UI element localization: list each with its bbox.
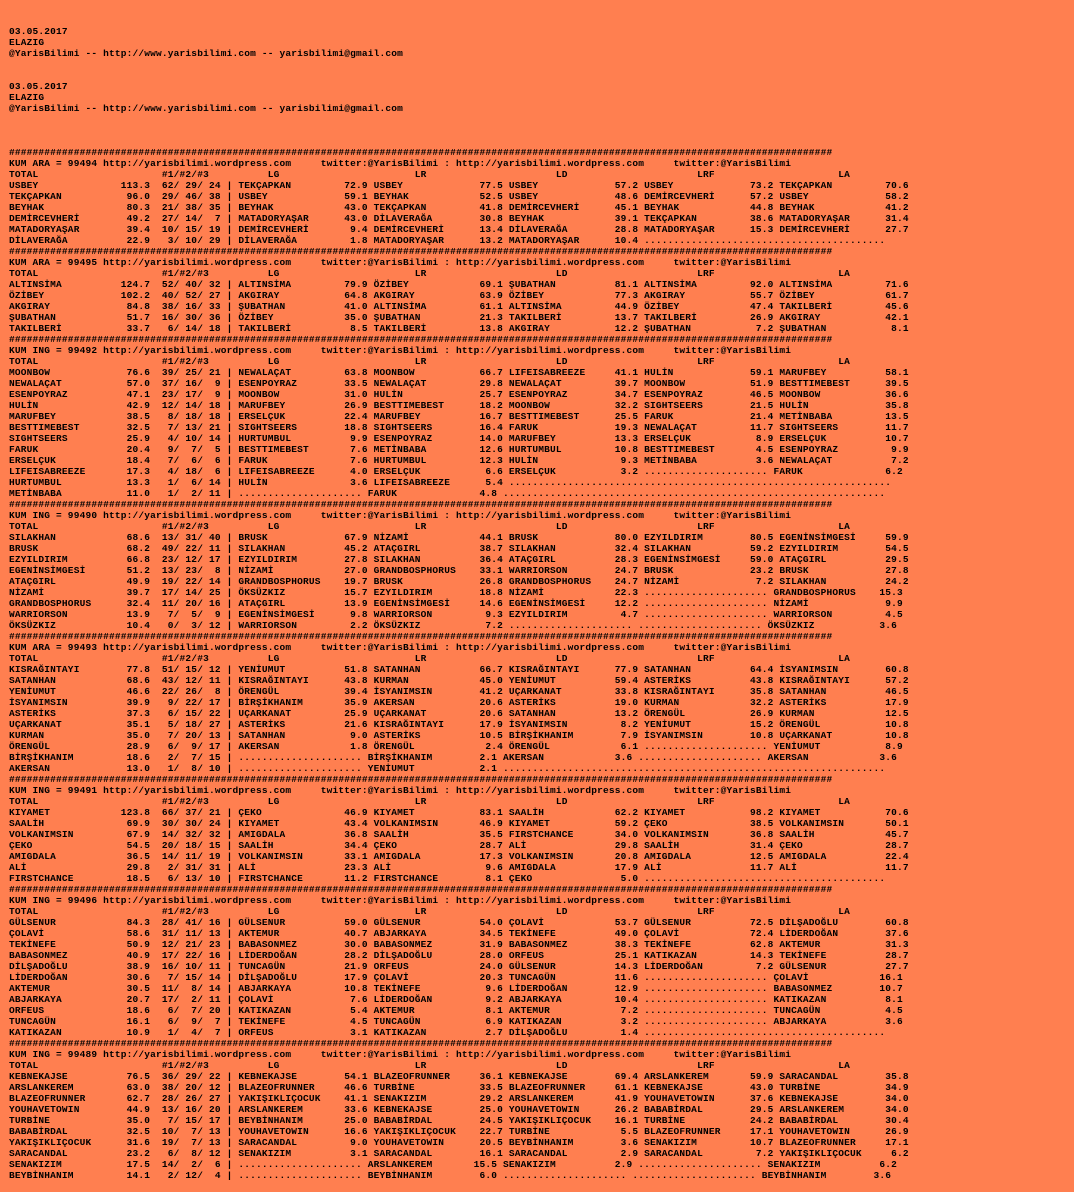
column-header-line: TOTAL #1/#2/#3 LG LR LD LRF LA	[9, 1060, 850, 1071]
race-title-line: KUM ING = 99489 http://yarisbilimi.wordpress.com twitter:@YarisBilimi : http://yarisbilimi.wordpress.com twitter:@YarisBilimi	[9, 1049, 792, 1060]
table-row: HURTUMBUL 13.3 1/ 6/ 14 | HULİN 3.6 LIFEISABREEZE 5.4 .................................................................	[9, 477, 892, 488]
table-row: ESENPOYRAZ 47.1 23/ 17/ 9 | MOONBOW 31.0 HULİN 25.7 ESENPOYRAZ 34.7 ESENPOYRAZ 46.5 MOONBOW 36.6	[9, 389, 909, 400]
spacer-line	[9, 114, 909, 125]
header-line: ELAZIG	[9, 92, 45, 103]
header-line: 03.05.2017	[9, 26, 68, 37]
table-row: TURBİNE 35.0 7/ 15/ 17 | BEYBİNHANIM 25.0 BABABİRDAL 24.5 YAKIŞIKLIÇOCUK 16.1 TURBİNE 24.2 BABABİRDAL 30.4	[9, 1115, 909, 1126]
table-row: YOUHAVETOWIN 44.9 13/ 16/ 20 | ARSLANKEREM 33.6 KEBNEKAJSE 25.0 YOUHAVETOWIN 26.2 BABABİRDAL 29.5 ARSLANKEREM 34.0	[9, 1104, 909, 1115]
table-row: BABASONMEZ 40.9 17/ 22/ 16 | LİDERDOĞAN 28.2 DİLŞADOĞLU 28.0 ORFEUS 25.1 KATIKAZAN 14.3 TEKİNEFE 28.7	[9, 950, 909, 961]
race-report	[9, 4, 909, 1192]
table-row: ÖZİBEY 102.2 40/ 52/ 27 | AKGIRAY 64.8 AKGIRAY 63.9 ÖZİBEY 77.3 AKGIRAY 55.7 ÖZİBEY 61.7	[9, 290, 909, 301]
table-row: AKTEMUR 30.5 11/ 8/ 14 | ABJARKAYA 10.8 TEKİNEFE 9.6 LİDERDOĞAN 12.9 ..................... BABASONMEZ 10.7	[9, 983, 903, 994]
table-row: USBEY 113.3 62/ 29/ 24 | TEKÇAPKAN 72.9 USBEY 77.5 USBEY 57.2 USBEY 73.2 TEKÇAPKAN 70.6	[9, 180, 909, 191]
table-row: FARUK 20.4 9/ 7/ 5 | BESTTIMEBEST 7.6 METİNBABA 12.6 HURTUMBUL 10.8 BESTTIMEBEST 4.5 ESENPOYRAZ 9.9	[9, 444, 909, 455]
table-row: DİLŞADOĞLU 38.9 16/ 10/ 11 | TUNCAGÜN 21.9 ORFEUS 24.0 GÜLSENUR 14.3 LİDERDOĞAN 7.2 GÜLSENUR 27.7	[9, 961, 909, 972]
table-row: GRANDBOSPHORUS 32.4 11/ 20/ 16 | ATAÇGIRL 13.9 EGENİNSİMGESİ 14.6 EGENİNSİMGESİ 12.2 ..................... NİZAMİ 9.9	[9, 598, 903, 609]
table-row: GÜLSENUR 84.3 28/ 41/ 16 | GÜLSENUR 59.0 GÜLSENUR 54.0 ÇOLAVİ 53.7 GÜLSENUR 72.5 DİLŞADOĞLU 60.8	[9, 917, 909, 928]
column-header-line: TOTAL #1/#2/#3 LG LR LD LRF LA	[9, 356, 850, 367]
table-row: MOONBOW 76.6 39/ 25/ 21 | NEWALAÇAT 63.8 MOONBOW 66.7 LIFEISABREEZE 41.1 HULİN 59.1 MARUFBEY 58.1	[9, 367, 909, 378]
table-row: ÖKSÜZKIZ 10.4 0/ 3/ 12 | WARRIORSON 2.2 ÖKSÜZKIZ 7.2 ..................... ..................... ÖKSÜZKIZ 3.6	[9, 620, 898, 631]
table-row: MARUFBEY 38.5 8/ 18/ 18 | ERSELÇUK 22.4 MARUFBEY 16.7 BESTTIMEBEST 25.5 FARUK 21.4 METİNBABA 13.5	[9, 411, 909, 422]
table-row: YAKIŞIKLIÇOCUK 31.6 19/ 7/ 13 | SARACANDAL 9.0 YOUHAVETOWIN 20.5 BEYBİNHANIM 3.6 SENAKIZIM 10.7 BLAZEOFRUNNER 17.1	[9, 1137, 909, 1148]
table-row: LİDERDOĞAN 30.6 7/ 15/ 14 | DİLŞADOĞLU 17.9 ÇOLAVİ 20.3 TUNCAGÜN 11.6 ..................... ÇOLAVİ 16.1	[9, 972, 903, 983]
table-row: HULİN 42.9 12/ 14/ 18 | MARUFBEY 26.9 BESTTIMEBEST 18.2 MOONBOW 32.2 SIGHTSEERS 21.5 HULİN 35.8	[9, 400, 909, 411]
table-row: FIRSTCHANCE 18.5 6/ 13/ 10 | FIRSTCHANCE 11.2 FIRSTCHANCE 8.1 ÇEKO 5.0 .........................................	[9, 873, 886, 884]
race-tables	[9, 147, 909, 1181]
table-row: SATANHAN 68.6 43/ 12/ 11 | KISRAĞINTAYI 43.8 KURMAN 45.0 YENİUMUT 59.4 ASTERİKS 43.8 KISRAĞINTAYI 57.2	[9, 675, 909, 686]
table-row: DEMİRCEVHERİ 49.2 27/ 14/ 7 | MATADORYAŞAR 43.0 DİLAVERAĞA 30.8 BEYHAK 39.1 TEKÇAPKAN 38.6 MATADORYAŞAR 31.4	[9, 213, 909, 224]
separator-line: ############################################################################################################################################	[9, 774, 833, 785]
race-title-line: KUM ARA = 99494 http://yarisbilimi.wordpress.com twitter:@YarisBilimi : http://yarisbilimi.wordpress.com twitter:@YarisBilimi	[9, 158, 792, 169]
spacer-line	[9, 59, 909, 70]
table-row: TUNCAGÜN 16.1 6/ 9/ 7 | TEKİNEFE 4.5 TUNCAGÜN 6.9 KATIKAZAN 3.2 ..................... ABJARKAYA 3.6	[9, 1016, 903, 1027]
race-title-line: KUM ING = 99490 http://yarisbilimi.wordpress.com twitter:@YarisBilimi : http://yarisbilimi.wordpress.com twitter:@YarisBilimi	[9, 510, 792, 521]
separator-line: ############################################################################################################################################	[9, 147, 833, 158]
table-row: UÇARKANAT 35.1 5/ 18/ 27 | ASTERİKS 21.6 KISRAĞINTAYI 17.9 İSYANIMSIN 8.2 YENİUMUT 15.2 ÖRENGÜL 10.8	[9, 719, 909, 730]
table-row: TAKILBERİ 33.7 6/ 14/ 18 | TAKILBERİ 8.5 TAKILBERİ 13.8 AKGIRAY 12.2 ŞUBATHAN 7.2 ŞUBATHAN 8.1	[9, 323, 909, 334]
race-title-line: KUM ING = 99491 http://yarisbilimi.wordpress.com twitter:@YarisBilimi : http://yarisbilimi.wordpress.com twitter:@YarisBilimi	[9, 785, 792, 796]
table-row: ABJARKAYA 20.7 17/ 2/ 11 | ÇOLAVİ 7.6 LİDERDOĞAN 9.2 ABJARKAYA 10.4 ..................... KATIKAZAN 8.1	[9, 994, 903, 1005]
table-row: MATADORYAŞAR 39.4 10/ 15/ 19 | DEMİRCEVHERİ 9.4 DEMİRCEVHERİ 13.4 DİLAVERAĞA 28.8 MATADORYAŞAR 15.3 DEMİRCEVHERİ 27.7	[9, 224, 909, 235]
table-row: SAALİH 69.9 30/ 30/ 24 | KIYAMET 43.4 VOLKANIMSIN 46.9 KIYAMET 59.2 ÇEKO 38.5 VOLKANIMSIN 50.1	[9, 818, 909, 829]
table-row: SARACANDAL 23.2 6/ 8/ 12 | SENAKIZIM 3.1 SARACANDAL 16.1 SARACANDAL 2.9 SARACANDAL 7.2 YAKIŞIKLIÇOCUK 6.2	[9, 1148, 909, 1159]
table-row: AKERSAN 13.0 1/ 8/ 10 | ..................... YENİUMUT 2.1 .................................................................	[9, 763, 886, 774]
header-line: 03.05.2017	[9, 81, 68, 92]
table-row: ALİ 29.8 2/ 31/ 31 | ALİ 23.3 ALİ 9.6 AMIGDALA 17.9 ALİ 11.7 ALİ 11.7	[9, 862, 909, 873]
table-row: KISRAĞINTAYI 77.8 51/ 15/ 12 | YENİUMUT 51.8 SATANHAN 66.7 KISRAĞINTAYI 77.9 SATANHAN 64.4 İSYANIMSIN 60.8	[9, 664, 909, 675]
spacer-line	[9, 70, 909, 81]
table-row: LIFEISABREEZE 17.3 4/ 18/ 6 | LIFEISABREEZE 4.0 ERSELÇUK 6.6 ERSELÇUK 3.2 ..................... FARUK 6.2	[9, 466, 903, 477]
table-row: BRUSK 68.2 49/ 22/ 11 | SILAKHAN 45.2 ATAÇGIRL 38.7 SILAKHAN 32.4 SILAKHAN 59.2 EZYILDIRIM 54.5	[9, 543, 909, 554]
column-header-line: TOTAL #1/#2/#3 LG LR LD LRF LA	[9, 268, 850, 279]
table-row: BESTTIMEBEST 32.5 7/ 13/ 21 | SIGHTSEERS 18.8 SIGHTSEERS 16.4 FARUK 19.3 NEWALAÇAT 11.7 SIGHTSEERS 11.7	[9, 422, 909, 433]
header-line: @YarisBilimi -- http://www.yarisbilimi.com -- yarisbilimi@gmail.com	[9, 103, 404, 114]
table-row: ÇOLAVİ 58.6 31/ 11/ 13 | AKTEMUR 40.7 ABJARKAYA 34.5 TEKİNEFE 49.0 ÇOLAVİ 72.4 LİDERDOĞAN 37.6	[9, 928, 909, 939]
table-row: ERSELÇUK 18.4 7/ 6/ 6 | FARUK 7.6 HURTUMBUL 12.3 HULİN 9.3 METİNBABA 3.6 NEWALAÇAT 7.2	[9, 455, 909, 466]
table-row: BEYHAK 80.3 21/ 38/ 35 | BEYHAK 43.0 TEKÇAPKAN 41.8 DEMİRCEVHERİ 45.1 BEYHAK 44.8 BEYHAK 41.2	[9, 202, 909, 213]
table-row: TEKÇAPKAN 96.0 29/ 46/ 38 | USBEY 59.1 BEYHAK 52.5 USBEY 48.6 DEMİRCEVHERİ 57.2 USBEY 58.2	[9, 191, 909, 202]
table-row: VOLKANIMSIN 67.9 14/ 32/ 32 | AMIGDALA 36.8 SAALİH 35.5 FIRSTCHANCE 34.0 VOLKANIMSIN 36.8 SAALİH 45.7	[9, 829, 909, 840]
table-row: KURMAN 35.0 7/ 20/ 13 | SATANHAN 9.0 ASTERİKS 10.5 BİRŞİKHANIM 7.9 İSYANIMSIN 10.8 UÇARKANAT 10.8	[9, 730, 909, 741]
separator-line: ############################################################################################################################################	[9, 334, 833, 345]
separator-line: ############################################################################################################################################	[9, 246, 833, 257]
table-row: SILAKHAN 68.6 13/ 31/ 40 | BRUSK 67.9 NİZAMİ 44.1 BRUSK 80.0 EZYILDIRIM 80.5 EGENİNSİMGESİ 59.9	[9, 532, 909, 543]
header-line: ELAZIG	[9, 37, 45, 48]
table-row: BLAZEOFRUNNER 62.7 28/ 26/ 27 | YAKIŞIKLIÇOCUK 41.1 SENAKIZIM 29.2 ARSLANKEREM 41.9 YOUHAVETOWIN 37.6 KEBNEKAJSE 34.0	[9, 1093, 909, 1104]
table-row: KIYAMET 123.8 66/ 37/ 21 | ÇEKO 46.9 KIYAMET 83.1 SAALİH 62.2 KIYAMET 98.2 KIYAMET 70.6	[9, 807, 909, 818]
separator-line: ############################################################################################################################################	[9, 631, 833, 642]
table-row: SIGHTSEERS 25.9 4/ 10/ 14 | HURTUMBUL 9.9 ESENPOYRAZ 14.0 MARUFBEY 13.3 ERSELÇUK 8.9 ERSELÇUK 10.7	[9, 433, 909, 444]
table-row: AKGIRAY 84.8 38/ 16/ 33 | ŞUBATHAN 41.0 ALTINSİMA 61.1 ALTINSİMA 44.9 ÖZİBEY 47.4 TAKILBERİ 45.6	[9, 301, 909, 312]
race-title-line: KUM ING = 99492 http://yarisbilimi.wordpress.com twitter:@YarisBilimi : http://yarisbilimi.wordpress.com twitter:@YarisBilimi	[9, 345, 792, 356]
column-header-line: TOTAL #1/#2/#3 LG LR LD LRF LA	[9, 521, 850, 532]
table-row: İSYANIMSIN 39.9 9/ 22/ 17 | BİRŞİKHANIM 35.9 AKERSAN 20.6 ASTERİKS 19.0 KURMAN 32.2 ASTERİKS 17.9	[9, 697, 909, 708]
table-row: ÇEKO 54.5 20/ 18/ 15 | SAALİH 34.4 ÇEKO 28.7 ALİ 29.8 SAALİH 31.4 ÇEKO 28.7	[9, 840, 909, 851]
table-row: DİLAVERAĞA 22.9 3/ 10/ 29 | DİLAVERAĞA 1.8 MATADORYAŞAR 13.2 MATADORYAŞAR 10.4 .........................................	[9, 235, 886, 246]
table-row: YENİUMUT 46.6 22/ 26/ 8 | ÖRENGÜL 39.4 İSYANIMSIN 41.2 UÇARKANAT 33.8 KISRAĞINTAYI 35.8 SATANHAN 46.5	[9, 686, 909, 697]
table-row: METİNBABA 11.0 1/ 2/ 11 | ..................... FARUK 4.8 .................................................................	[9, 488, 886, 499]
report-header	[9, 26, 909, 125]
table-row: KATIKAZAN 10.9 1/ 4/ 7 | ORFEUS 3.1 KATIKAZAN 2.7 DİLŞADOĞLU 1.4 .........................................	[9, 1027, 886, 1038]
race-title-line: KUM ARA = 99493 http://yarisbilimi.wordpress.com twitter:@YarisBilimi : http://yarisbilimi.wordpress.com twitter:@YarisBilimi	[9, 642, 792, 653]
table-row: BABABİRDAL 32.5 10/ 7/ 13 | YOUHAVETOWIN 16.6 YAKIŞIKLIÇOCUK 22.7 TURBİNE 5.5 BLAZEOFRUNNER 17.1 YOUHAVETOWIN 26.9	[9, 1126, 909, 1137]
table-row: ASTERİKS 37.3 6/ 15/ 22 | UÇARKANAT 25.9 UÇARKANAT 20.6 SATANHAN 13.2 ÖRENGÜL 26.9 KURMAN 12.5	[9, 708, 909, 719]
race-title-line: KUM ARA = 99495 http://yarisbilimi.wordpress.com twitter:@YarisBilimi : http://yarisbilimi.wordpress.com twitter:@YarisBilimi	[9, 257, 792, 268]
table-row: ARSLANKEREM 63.0 38/ 20/ 12 | BLAZEOFRUNNER 46.6 TURBİNE 33.5 BLAZEOFRUNNER 61.1 KEBNEKAJSE 43.0 TURBİNE 34.9	[9, 1082, 909, 1093]
column-header-line: TOTAL #1/#2/#3 LG LR LD LRF LA	[9, 653, 850, 664]
table-row: SENAKIZIM 17.5 14/ 2/ 6 | ..................... ARSLANKEREM 15.5 SENAKIZIM 2.9 ..................... SENAKIZIM 6.2	[9, 1159, 898, 1170]
separator-line: ############################################################################################################################################	[9, 1038, 833, 1049]
column-header-line: TOTAL #1/#2/#3 LG LR LD LRF LA	[9, 169, 850, 180]
race-title-line: KUM ING = 99496 http://yarisbilimi.wordpress.com twitter:@YarisBilimi : http://yarisbilimi.wordpress.com twitter:@YarisBilimi	[9, 895, 792, 906]
table-row: ŞUBATHAN 51.7 16/ 30/ 36 | ÖZİBEY 35.0 ŞUBATHAN 21.3 TAKILBERİ 13.7 TAKILBERİ 26.9 AKGIRAY 42.1	[9, 312, 909, 323]
table-row: ATAÇGIRL 49.9 19/ 22/ 14 | GRANDBOSPHORUS 19.7 BRUSK 26.8 GRANDBOSPHORUS 24.7 NİZAMİ 7.2 SILAKHAN 24.2	[9, 576, 909, 587]
table-row: AMIGDALA 36.5 14/ 11/ 19 | VOLKANIMSIN 33.1 AMIGDALA 17.3 VOLKANIMSIN 20.8 AMIGDALA 12.5 AMIGDALA 22.4	[9, 851, 909, 862]
separator-line: ############################################################################################################################################	[9, 499, 833, 510]
table-row: BİRŞİKHANIM 18.6 2/ 7/ 15 | ..................... BİRŞİKHANIM 2.1 AKERSAN 3.6 ..................... AKERSAN 3.6	[9, 752, 898, 763]
table-row: NİZAMİ 39.7 17/ 14/ 25 | ÖKSÜZKIZ 15.7 EZYILDIRIM 18.8 NİZAMİ 22.3 ..................... GRANDBOSPHORUS 15.3	[9, 587, 903, 598]
column-header-line: TOTAL #1/#2/#3 LG LR LD LRF LA	[9, 906, 850, 917]
table-row: ÖRENGÜL 28.9 6/ 9/ 17 | AKERSAN 1.8 ÖRENGÜL 2.4 ÖRENGÜL 6.1 ..................... YENİUMUT 8.9	[9, 741, 903, 752]
table-row: WARRIORSON 13.9 7/ 5/ 9 | EGENİNSİMGESİ 9.8 WARRIORSON 9.3 EZYILDIRIM 4.7 ..................... WARRIORSON 4.5	[9, 609, 903, 620]
table-row: EZYILDIRIM 66.8 23/ 12/ 17 | EZYILDIRIM 27.8 SILAKHAN 36.4 ATAÇGIRL 28.3 EGENİNSİMGESİ 59.0 ATAÇGIRL 29.5	[9, 554, 909, 565]
table-row: BEYBİNHANIM 14.1 2/ 12/ 4 | ..................... BEYBİNHANIM 6.0 ..................... ..................... BEYBİNHANIM 3.6	[9, 1170, 892, 1181]
column-header-line: TOTAL #1/#2/#3 LG LR LD LRF LA	[9, 796, 850, 807]
table-row: EGENİNSİMGESİ 51.2 13/ 23/ 8 | NİZAMİ 27.0 GRANDBOSPHORUS 33.1 WARRIORSON 24.7 BRUSK 23.2 BRUSK 27.8	[9, 565, 909, 576]
table-row: NEWALAÇAT 57.0 37/ 16/ 9 | ESENPOYRAZ 33.5 NEWALAÇAT 29.8 NEWALAÇAT 39.7 MOONBOW 51.9 BESTTIMEBEST 39.5	[9, 378, 909, 389]
table-row: ORFEUS 18.6 6/ 7/ 20 | KATIKAZAN 5.4 AKTEMUR 8.1 AKTEMUR 7.2 ..................... TUNCAGÜN 4.5	[9, 1005, 903, 1016]
separator-line: ############################################################################################################################################	[9, 884, 833, 895]
table-row: KEBNEKAJSE 76.5 36/ 29/ 22 | KEBNEKAJSE 54.1 BLAZEOFRUNNER 36.1 KEBNEKAJSE 69.4 ARSLANKEREM 59.9 SARACANDAL 35.8	[9, 1071, 909, 1082]
table-row: TEKİNEFE 50.9 12/ 21/ 23 | BABASONMEZ 30.0 BABASONMEZ 31.9 BABASONMEZ 38.3 TEKİNEFE 62.8 AKTEMUR 31.3	[9, 939, 909, 950]
table-row: ALTINSİMA 124.7 52/ 40/ 32 | ALTINSİMA 79.9 ÖZİBEY 69.1 ŞUBATHAN 81.1 ALTINSİMA 92.0 ALTINSİMA 71.6	[9, 279, 909, 290]
header-line: @YarisBilimi -- http://www.yarisbilimi.com -- yarisbilimi@gmail.com	[9, 48, 404, 59]
